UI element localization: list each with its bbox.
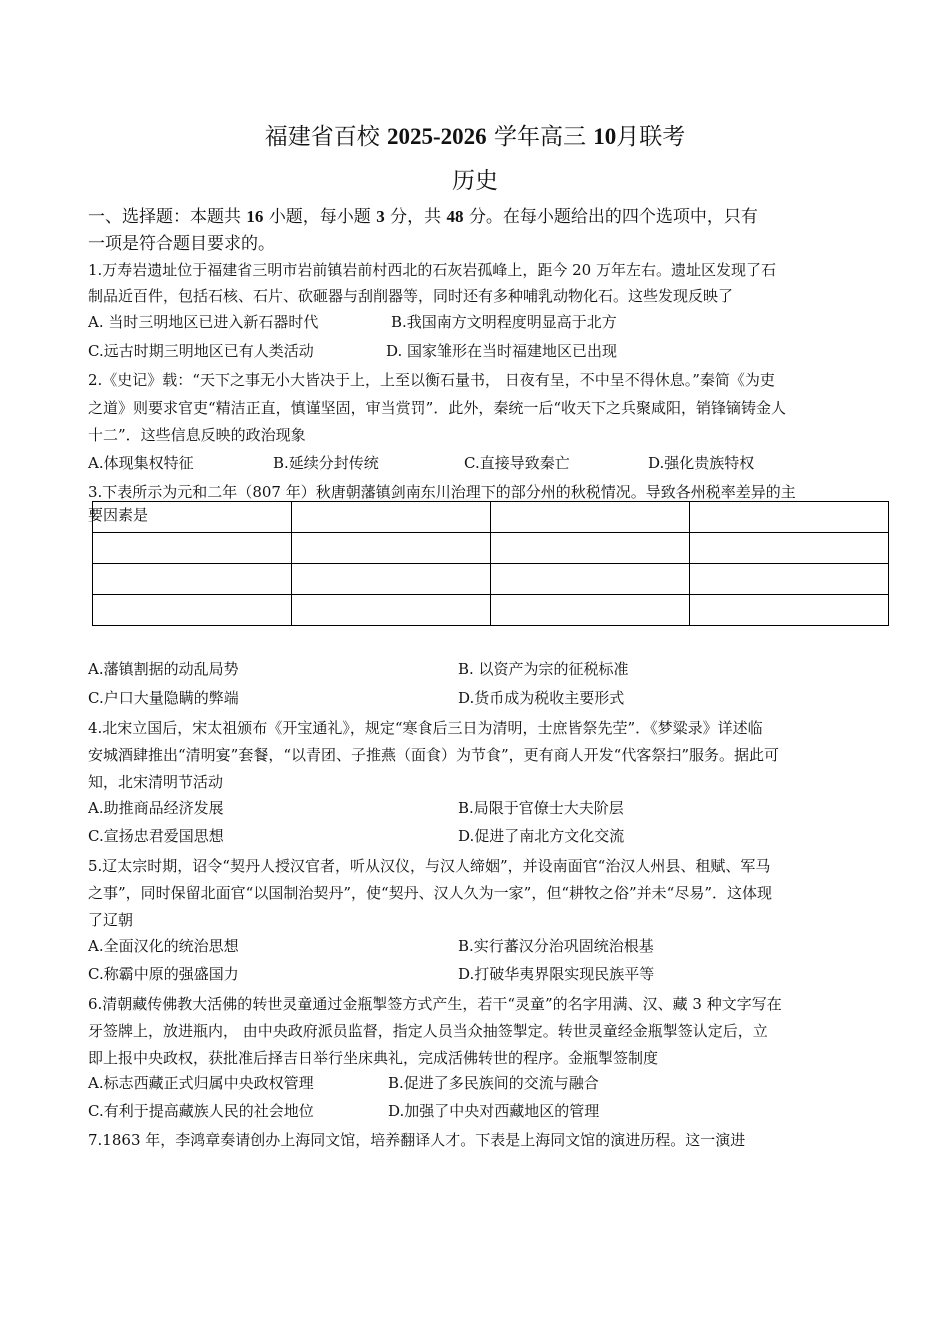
table-cell: [93, 502, 292, 533]
q6-stem-line: 牙签牌上，放进瓶内， 由中央政府派员监督，指定人员当众抽签掣定。转世灵童经金瓶掣签认定后，立: [88, 1022, 768, 1040]
section-text: 一、选择题：本题共: [88, 207, 241, 227]
table-cell: [292, 502, 491, 533]
q1-option-d: D. 国家雏形在当时福建地区已出现: [386, 342, 618, 360]
table-cell: [690, 564, 889, 595]
table-cell: [491, 564, 690, 595]
table-cell: [93, 533, 292, 564]
table-cell: [292, 564, 491, 595]
section-number: 3: [376, 207, 385, 226]
table-cell: [491, 595, 690, 626]
q5-stem-line: 5.辽太宗时期，诏令“契丹人授汉官者，听从汉仪，与汉人缔姻”，并设南面官“治汉人州县、租赋、军马: [88, 857, 771, 875]
title-part: 学年高三: [493, 124, 586, 150]
q1-stem-line: 制品近百件，包括石核、石片、砍砸器与刮削器等，同时还有多种哺乳动物化石。这些发现反映了: [88, 287, 734, 305]
q5-stem-line: 之事”，同时保留北面官“以国制治契丹”，使“契丹、汉人久为一家”，但“耕牧之俗”并未“尽易”．这体现: [88, 884, 773, 902]
q3-option-d: D.货币成为税收主要形式: [458, 689, 625, 707]
q3-stem-line: 要因素是: [88, 506, 149, 524]
q1-option-c: C.远古时期三明地区已有人类活动: [88, 342, 314, 360]
table-cell: [93, 564, 292, 595]
q6-option-a: A.标志西藏正式归属中央政权管理: [88, 1074, 314, 1092]
section-text: 分，共: [390, 207, 442, 227]
q4-stem-line: 安城酒肆推出“清明宴”套餐，“以青团、子推燕（面食）为节食”，更有商人开发“代客祭扫”服务。据此可: [88, 746, 780, 764]
table-cell: [491, 533, 690, 564]
q6-option-d: D.加强了中央对西藏地区的管理: [388, 1102, 600, 1120]
q4-option-b: B.局限于官僚士大夫阶层: [458, 799, 624, 817]
table-row: [93, 595, 889, 626]
q3-stem-line: 3.下表所示为元和二年（807 年）秋唐朝藩镇剑南东川治理下的部分州的秋税情况。导致各州税率差异的主: [88, 483, 796, 501]
table-row: [93, 502, 889, 533]
table-cell: [690, 533, 889, 564]
q3-option-b: B. 以资产为宗的征税标准: [458, 660, 629, 678]
q1-option-a: A. 当时三明地区已进入新石器时代: [88, 313, 319, 331]
q2-option-d: D.强化贵族特权: [648, 454, 755, 472]
q5-option-c: C.称霸中原的强盛国力: [88, 965, 239, 983]
subject-title: 历史: [452, 168, 498, 194]
section-text: 分。在每小题给出的四个选项中，只有: [468, 207, 758, 227]
table-cell: [292, 533, 491, 564]
title-part: 福建省百校: [264, 124, 380, 150]
q4-stem-line: 4.北宋立国后，宋太祖颁布《开宝通礼》，规定“寒食后三日为清明，士庶皆祭先茔”．《梦粱录》详述临: [88, 719, 763, 737]
q2-stem-line: 之道》则要求官吏“精洁正直，慎谨坚固，审当赏罚”．此外，秦统一后“收天下之兵聚咸阳，销锋镝铸金人: [88, 399, 787, 417]
title-month: 10: [593, 124, 617, 149]
q5-stem-line: 了辽朝: [88, 911, 134, 929]
q5-option-b: B.实行蕃汉分治巩固统治根基: [458, 937, 654, 955]
q2-option-a: A.体现集权特征: [88, 454, 194, 472]
q5-option-d: D.打破华夷界限实现民族平等: [458, 965, 655, 983]
q3-tax-table: [92, 501, 889, 626]
q4-option-a: A.助推商品经济发展: [88, 799, 224, 817]
q6-option-b: B.促进了多民族间的交流与融合: [388, 1074, 599, 1092]
table-cell: [292, 595, 491, 626]
q1-stem-line: 1.万寿岩遗址位于福建省三明市岩前镇岩前村西北的石灰岩孤峰上，距今 20 万年左右。遗址区发现了石: [88, 261, 776, 279]
section-heading: [88, 205, 758, 229]
title-year: 2025-2026: [387, 124, 487, 149]
q2-option-c: C.直接导致秦亡: [464, 454, 570, 472]
q4-option-c: C.宣扬忠君爱国思想: [88, 827, 224, 845]
table-cell: [690, 595, 889, 626]
table-cell: [690, 502, 889, 533]
q7-stem-line: 7.1863 年，李鸿章奏请创办上海同文馆，培养翻译人才。下表是上海同文馆的演进历程。这一演进: [88, 1131, 746, 1149]
table-cell: [93, 595, 292, 626]
q4-option-d: D.促进了南北方文化交流: [458, 827, 625, 845]
table-cell: [491, 502, 690, 533]
section-text: 小题，每小题: [268, 207, 371, 227]
q6-option-c: C.有利于提高藏族人民的社会地位: [88, 1102, 314, 1120]
q1-option-b: B.我国南方文明程度明显高于北方: [391, 313, 617, 331]
table-row: [93, 564, 889, 595]
q5-option-a: A.全面汉化的统治思想: [88, 937, 239, 955]
section-heading-line2: 一项是符合题目要求的。: [88, 234, 275, 254]
q2-stem-line: 2.《史记》载：“天下之事无小大皆决于上，上至以衡石量书， 日夜有呈，不中呈不得休息。”秦简《为吏: [88, 371, 775, 389]
q6-stem-line: 6.清朝藏传佛教大活佛的转世灵童通过金瓶掣签方式产生，若干“灵童”的名字用满、汉、藏 3 种文字写在: [88, 995, 782, 1013]
section-number: 16: [246, 207, 264, 226]
q4-stem-line: 知，北宋清明节活动: [88, 773, 224, 791]
exam-title: [0, 118, 950, 151]
q2-option-b: B.延续分封传统: [273, 454, 379, 472]
q2-stem-line: 十二”．这些信息反映的政治现象: [88, 426, 306, 444]
q3-option-a: A.藩镇割据的动乱局势: [88, 660, 239, 678]
section-number: 48: [446, 207, 464, 226]
table-row: [93, 533, 889, 564]
q6-stem-line: 即上报中央政权，获批准后择吉日举行坐床典礼，完成活佛转世的程序。金瓶掣签制度: [88, 1049, 659, 1067]
q3-option-c: C.户口大量隐瞒的弊端: [88, 689, 239, 707]
title-part: 月联考: [616, 124, 686, 150]
